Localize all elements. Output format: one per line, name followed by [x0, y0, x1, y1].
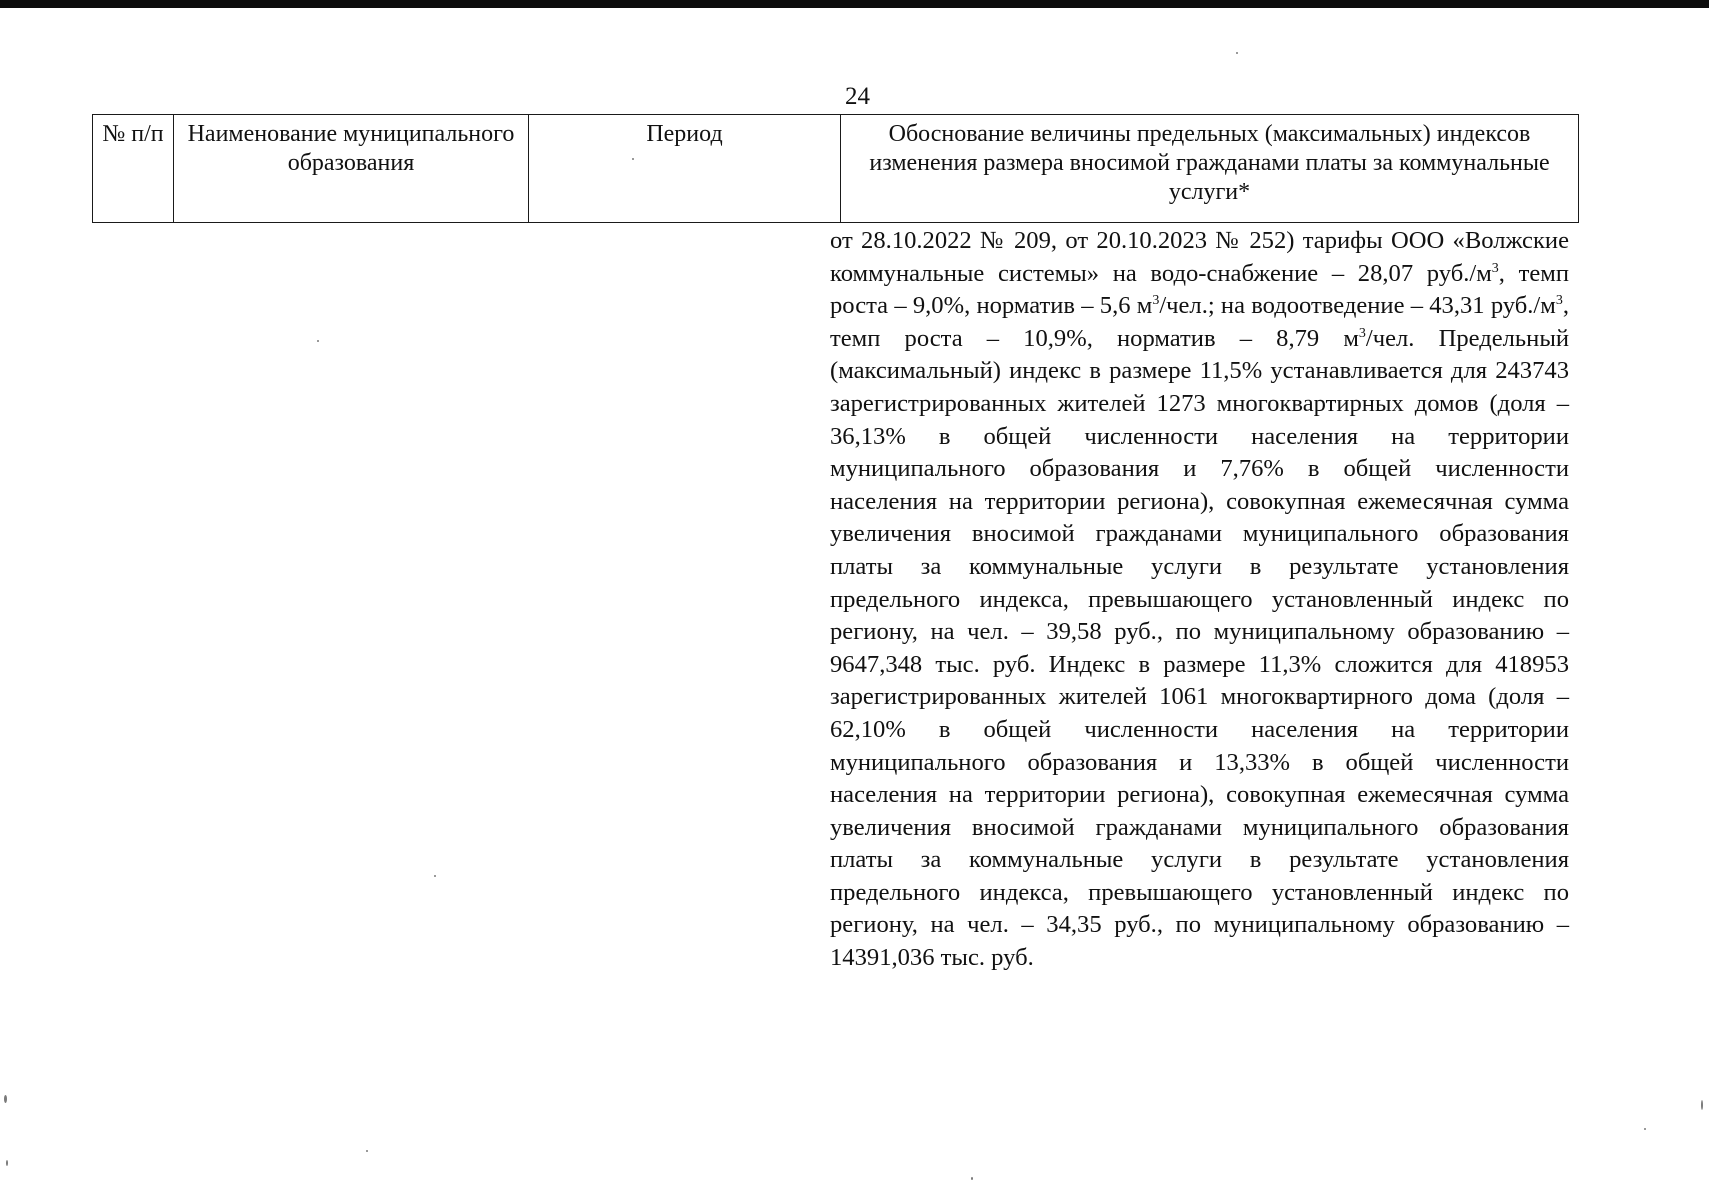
text-segment: /чел. Предельный (максимальный) индекс в размере 11,5% устанавливается для 243743 зарегистрированных жителей 1273 многоквартирных домов (доля – 36,13% в общей численности населения на территории муниципального образования и 7,76% в общей численности населения на территории региона), совокупная ежемесячная сумма увеличения вносимой гражданами муниципального образования платы за коммунальные услуги в результате установления предельного индекса, превышающего установленный индекс по региону, на чел. – 39,58 руб., по муниципальному образованию – 9647,348 тыс. руб. Индекс в размере 11,3% сложится для 418953 зарегистрированных жителей 1061 многоквартирного дома (доля – 62,10% в общей численности населения на территории муниципального образования и 13,33% в общей численности населения на территории региона), совокупная ежемесячная сумма увеличения вносимой гражданами муниципального образования платы за коммунальные услуги в результате установления предельного индекса, превышающего установленный индекс по региону, на чел. – 34,35 руб., по муниципальному образованию – 14391,036 тыс. руб.: [830, 324, 1569, 972]
superscript-cubed: 3: [1152, 293, 1160, 308]
scan-speck: [6, 1160, 8, 1166]
text-segment: , темп роста – 10,9%, норматив – 8,79 м: [830, 292, 1569, 352]
superscript-cubed: 3: [1491, 260, 1499, 276]
superscript-cubed: 3: [1555, 293, 1563, 308]
text-segment: /чел.; на водоотведение – 43,31 руб./м: [1159, 292, 1556, 320]
header-cell-period: Период: [529, 115, 841, 223]
scan-speck: [632, 158, 634, 160]
scan-speck: [1236, 52, 1238, 54]
header-row: [93, 115, 1579, 223]
scan-speck: [366, 1150, 368, 1152]
page-number: 24: [845, 83, 870, 110]
justification-text: [830, 225, 1569, 975]
scan-speck: [434, 875, 436, 877]
scan-speck: [1644, 1128, 1646, 1130]
header-cell-number: № п/п: [93, 115, 174, 223]
text-segment: от 28.10.2022 № 209, от 20.10.2023 № 252) тарифы ООО «Волжские коммунальные системы» на водо-снабжение – 28,07 руб./м: [830, 227, 1569, 287]
scan-speck: [317, 340, 319, 342]
superscript-cubed: 3: [1358, 325, 1366, 341]
scan-top-edge: [0, 0, 1709, 8]
header-cell-municipality: Наименование муниципального образования: [174, 115, 529, 223]
table-header: [92, 114, 1579, 223]
header-cell-justification: Обоснование величины предельных (максимальных) индексов изменения размера вносимой гражданами платы за коммунальные услуги*: [841, 115, 1579, 223]
text-segment: , темп роста – 9,0%, норматив – 5,6 м: [830, 259, 1569, 320]
scan-speck: [1701, 1100, 1703, 1110]
scan-speck: [4, 1095, 7, 1103]
scan-speck: [971, 1177, 973, 1180]
